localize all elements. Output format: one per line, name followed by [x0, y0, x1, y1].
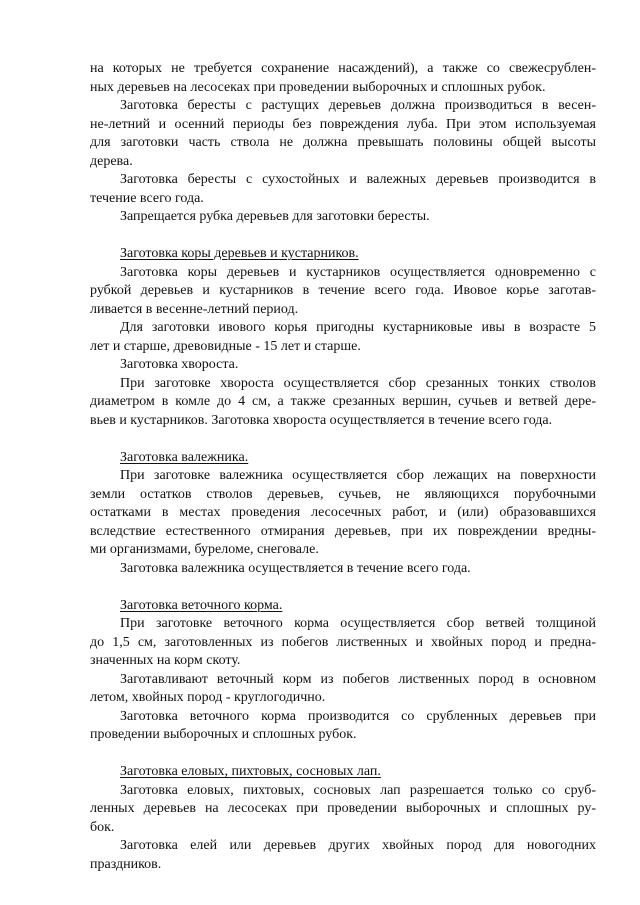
- section-heading: [90, 245, 596, 264]
- text-line: на которых не требуется сохранение насаждений), а также со свежесрублен-: [90, 61, 596, 76]
- document-page: [90, 60, 596, 874]
- text-line: летом, хвойных пород - круглогодично.: [90, 690, 326, 705]
- paragraph: [90, 319, 596, 356]
- paragraph-gap: [90, 430, 596, 449]
- text-line: При заготовке хвороста осуществляется сбор срезанных тонких стволов: [120, 375, 596, 391]
- section-heading: [90, 763, 596, 782]
- text-line: не-летний и осенний периоды без повреждения луба. При этом используемая: [90, 116, 596, 132]
- text-line: ливается в весенне-летний период.: [90, 301, 299, 317]
- section-heading: [90, 597, 596, 616]
- text-line: остатками в местах проведения лесосечных работ, и (или) образовавшихся: [90, 505, 596, 520]
- text-line: При заготовке валежника осуществляется сбор лежащих на поверхности: [120, 468, 596, 483]
- paragraph: [90, 671, 596, 708]
- text-line: для заготовки часть ствола не должна превышать половины общей высоты: [90, 135, 596, 150]
- paragraph: [90, 708, 596, 745]
- paragraph: [90, 356, 596, 375]
- text-line: При заготовке веточного корма осуществляется сбор ветвей толщиной: [120, 616, 596, 631]
- text-line: Заготовка коры деревьев и кустарников осуществляется одновременно с: [120, 264, 596, 280]
- text-line: Заготавливают веточный корм из побегов лиственных пород в основном: [120, 671, 596, 687]
- text-line: проведении выборочных и сплошных рубок.: [90, 727, 357, 742]
- section-heading-text: Заготовка коры деревьев и кустарников.: [120, 246, 359, 261]
- paragraph: [90, 560, 596, 579]
- paragraph: [90, 837, 596, 874]
- text-line: рубкой деревьев и кустарников в течение всего года. Ивовое корье заготав-: [90, 283, 596, 298]
- text-line: лет и старше, древовидные - 15 лет и старше.: [90, 338, 361, 354]
- paragraph: [90, 208, 596, 227]
- text-line: значенных на корм скоту.: [90, 653, 241, 668]
- paragraph-gap: [90, 578, 596, 597]
- text-line: Заготовка бересты с растущих деревьев должна производиться в весен-: [120, 98, 596, 113]
- text-line: Заготовка елей или деревьев других хвойных пород для новогодних: [120, 838, 596, 853]
- text-line: Заготовка еловых, пихтовых, сосновых лап разрешается только со сруб-: [120, 782, 596, 798]
- paragraph: [90, 97, 596, 171]
- section-heading: [90, 449, 596, 468]
- text-line: дерева.: [90, 153, 133, 169]
- text-line: Запрещается рубка деревьев для заготовки бересты.: [120, 209, 430, 224]
- paragraph-gap: [90, 745, 596, 764]
- paragraph: [90, 782, 596, 838]
- text-line: ленных деревьев на лесосеках при проведении выборочных и сплошных ру-: [90, 801, 596, 816]
- text-line: течение всего года.: [90, 190, 204, 206]
- paragraph-gap: [90, 227, 596, 246]
- paragraph: [90, 375, 596, 431]
- paragraph: [90, 264, 596, 320]
- paragraph: [90, 467, 596, 560]
- text-line: вьев и кустарников. Заготовка хвороста осуществляется в течение всего года.: [90, 412, 553, 428]
- section-heading-text: Заготовка еловых, пихтовых, сосновых лап.: [120, 764, 381, 779]
- text-line: праздников.: [90, 856, 162, 872]
- text-line: до 1,5 см, заготовленных из побегов лиственных и хвойных пород и предна-: [90, 634, 596, 650]
- text-line: вследствие естественного отмирания деревьев, при их повреждении вредны-: [90, 523, 596, 539]
- text-line: бок.: [90, 819, 115, 835]
- text-line: Заготовка хвороста.: [120, 357, 239, 372]
- text-line: Заготовка бересты с сухостойных и валежных деревьев производится в: [120, 172, 596, 187]
- text-line: ных деревьев на лесосеках при проведении выборочных и сплошных рубок.: [90, 79, 546, 95]
- text-line: земли остатков стволов деревьев, сучьев, не являющихся порубочными: [90, 486, 596, 502]
- section-heading-text: Заготовка веточного корма.: [120, 597, 283, 613]
- paragraph: [90, 615, 596, 671]
- paragraph: [90, 171, 596, 208]
- paragraph: [90, 60, 596, 97]
- text-line: Заготовка валежника осуществляется в течение всего года.: [120, 560, 471, 576]
- text-line: ми организмами, буреломе, снеговале.: [90, 542, 319, 557]
- text-line: Для заготовки ивового корья пригодны кустарниковые ивы в возрасте 5: [120, 320, 596, 335]
- text-line: диаметром в комле до 4 см, а также срезанных вершин, сучьев и ветвей дере-: [90, 394, 596, 409]
- text-line: Заготовка веточного корма производится со срубленных деревьев при: [120, 708, 596, 724]
- section-heading-text: Заготовка валежника.: [120, 449, 249, 465]
